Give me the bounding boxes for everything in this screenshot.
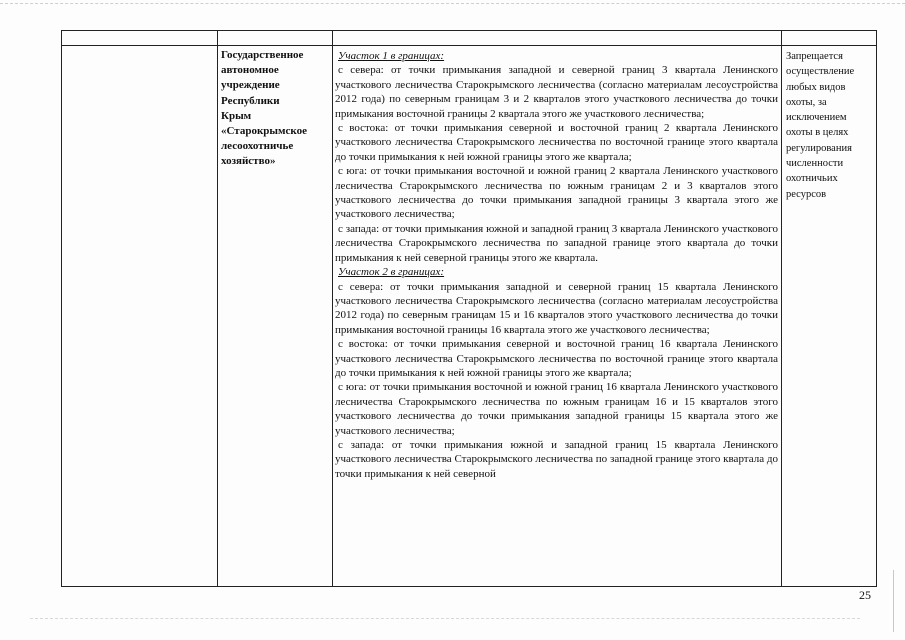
organization-line: Крым <box>221 109 252 122</box>
plot1-heading: Участок 1 в границах: <box>338 50 445 62</box>
plot2-heading: Участок 2 в границах: <box>338 266 445 279</box>
scan-edge-top <box>0 3 905 4</box>
organization-line: «Старокрымское <box>221 125 307 138</box>
table-header-row <box>62 31 877 46</box>
page-number: 25 <box>859 588 871 602</box>
table-row <box>62 46 877 587</box>
plot2-west: с запада: от точки примыкания южной и западной границ 15 квартала Ленинского участкового лесничества Старокрымского лесничества по западной границе этого квартала до точки примыкания к ней северной <box>335 438 778 480</box>
organization-line: учреждение <box>221 79 280 92</box>
organization-line: Государственное <box>221 49 304 61</box>
restriction-line: охоты в целях <box>786 127 849 139</box>
header-cell-boundaries <box>333 31 782 46</box>
organization-cell <box>218 46 333 587</box>
plot1-west: с запада: от точки примыкания южной и западной границ 3 квартала Ленинского участкового лесничества Старокрымского лесничества по западной границе этого квартала до точки примыкания к ней северной границы этого же квартала. <box>335 222 778 264</box>
hunting-grounds-table <box>61 30 877 587</box>
organization-line: хозяйство» <box>221 155 276 168</box>
plot1-south: с юга: от точки примыкания восточной и южной границ 2 квартала Ленинского участкового лесничества Старокрымского лесничества по южным границам 2 и 3 кварталов этого участкового лесничества до точки примыкания западной границы 3 квартала этого же участкового лесничества; <box>335 165 778 221</box>
header-cell-number <box>62 31 218 46</box>
organization-name <box>218 46 332 170</box>
plot2-south: с юга: от точки примыкания восточной и южной границ 16 квартала Ленинского участкового лесничества Старокрымского лесничества по южным границам 16 и 15 кварталов этого участкового лесничества до точки примыкания западной границы 15 квартала этого же участкового лесничества; <box>335 381 778 437</box>
restriction-line: осуществление <box>786 66 855 78</box>
restriction-line: охотничьих <box>786 173 838 185</box>
organization-line: лесоохотничье <box>221 140 294 153</box>
boundaries-text <box>333 46 781 586</box>
scan-edge-right <box>893 570 894 632</box>
restriction-line: регулирования <box>786 142 852 154</box>
organization-line: автономное <box>221 64 279 77</box>
restriction-line: численности <box>786 158 844 170</box>
restriction-line: охоты, за <box>786 96 827 108</box>
restriction-text <box>782 46 876 202</box>
header-cell-restrictions <box>782 31 877 46</box>
organization-line: Республики <box>221 94 280 107</box>
plot1-east: с востока: от точки примыкания северной и восточной границ 2 квартала Ленинского участкового лесничества Старокрымского лесничества по восточной границе этого квартала до точки примыкания к ней южной границы этого же квартала; <box>335 122 778 163</box>
plot1-north: с севера: от точки примыкания западной и северной границ 3 квартала Ленинского участкового лесничества Старокрымского лесничества (согласно материалам лесоустройства 2012 года) по северным границам 3 и 2 кварталов этого участкового лесничества до точки примыкания восточной границы 2 квартала этого же участкового лесничества; <box>335 64 778 120</box>
restriction-line: Запрещается <box>786 51 843 62</box>
restrictions-cell <box>782 46 877 587</box>
restriction-line: любых видов <box>786 81 846 93</box>
boundaries-cell <box>333 46 782 587</box>
restriction-line: исключением <box>786 112 847 124</box>
number-cell <box>62 46 218 587</box>
header-cell-organization <box>218 31 333 46</box>
plot2-east: с востока: от точки примыкания северной и восточной границ 16 квартала Ленинского участкового лесничества Старокрымского лесничества по восточной границе этого квартала до точки примыкания к ней южной границы этого же квартала; <box>335 338 778 379</box>
scan-edge-bottom <box>30 618 860 619</box>
plot2-north: с севера: от точки примыкания западной и северной границ 15 квартала Ленинского участкового лесничества Старокрымского лесничества (согласно материалам лесоустройства 2012 года) по северным границам 15 и 16 кварталов этого участкового лесничества до точки примыкания восточной границы 16 квартала этого же участкового лесничества; <box>335 280 778 336</box>
restriction-line: ресурсов <box>786 188 827 200</box>
